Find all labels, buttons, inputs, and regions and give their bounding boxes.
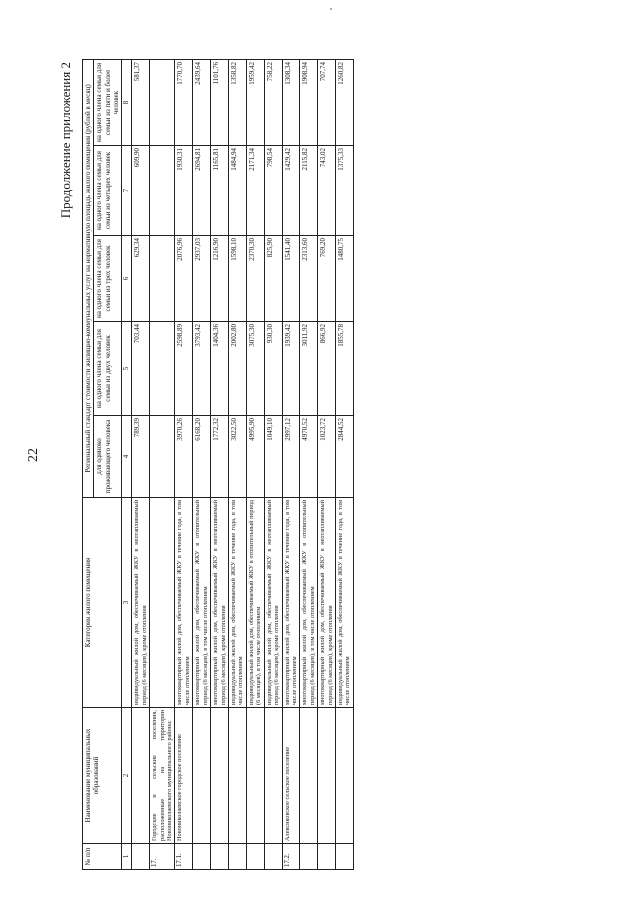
housing-category: многоквартирный жилой дом, обеспечиваемый ЖКУ в неотапливаемый период (6 месяцев), кроме отопления [318, 498, 336, 708]
table-row [150, 59, 175, 869]
tariff-value: 798,54 [264, 146, 282, 236]
tariff-value: 1772,32 [211, 416, 229, 498]
col-number: 2 [122, 708, 132, 844]
header-row-1 [83, 59, 94, 869]
tariff-value: 1939,42 [282, 322, 300, 416]
tariff-value: 1770,70 [175, 59, 193, 145]
scan-mark [330, 8, 332, 10]
tariff-value [150, 59, 175, 145]
tariff-value: 1260,82 [336, 59, 354, 145]
tariff-value: 1308,34 [282, 59, 300, 145]
tariff-value: 866,92 [318, 322, 336, 416]
housing-category [150, 498, 175, 708]
tariff-value: 1959,42 [246, 59, 264, 145]
table-row [132, 59, 150, 869]
tariff-value: 707,74 [318, 59, 336, 145]
municipality-name: Новониколаевское городское поселение [175, 708, 193, 844]
tariff-value: 1101,76 [211, 59, 229, 145]
appendix-title: Продолжение приложения 2 [58, 62, 73, 219]
row-number [193, 844, 211, 870]
tariff-value: 3011,92 [300, 322, 318, 416]
row-number: 17.2. [282, 844, 300, 870]
municipality-name [211, 708, 229, 844]
header-col-8: на одного члена семьи для семьи из пяти и более человек [94, 59, 122, 145]
table-row [175, 59, 193, 869]
table-row [228, 59, 246, 869]
housing-category: многоквартирный жилой дом, обеспечиваемый ЖКУ в отопительный период (6 месяцев), в том числе отоплением [300, 498, 318, 708]
row-number [228, 844, 246, 870]
tariff-value: 2439,64 [193, 59, 211, 145]
housing-category: индивидуальный жилой дом, обеспечиваемый ЖКУ в отопительный период (6 месяцев), в том числе отоплением [246, 498, 264, 708]
tariff-value: 2370,30 [246, 236, 264, 322]
row-number [336, 844, 354, 870]
column-numbers-row [122, 59, 132, 869]
col-number: 8 [122, 59, 132, 145]
tariff-value: 3793,42 [193, 322, 211, 416]
col-number: 7 [122, 146, 132, 236]
row-number [211, 844, 229, 870]
tariff-value: 1598,10 [228, 236, 246, 322]
tariff-value: 1049,10 [264, 416, 282, 498]
tariff-value: 2115,82 [300, 146, 318, 236]
tariff-value: 1023,72 [318, 416, 336, 498]
tariff-value: 609,90 [132, 146, 150, 236]
tariff-value: 2076,96 [175, 236, 193, 322]
page-number: 22 [26, 448, 41, 462]
tariff-value: 930,30 [264, 322, 282, 416]
tariff-value: 2313,60 [300, 236, 318, 322]
tariff-value: 1855,78 [336, 322, 354, 416]
tariff-value: 769,20 [318, 236, 336, 322]
municipality-name [300, 708, 318, 844]
tariff-value: 6168,20 [193, 416, 211, 498]
row-number [300, 844, 318, 870]
row-number [246, 844, 264, 870]
tariff-value: 3022,50 [228, 416, 246, 498]
table-row [193, 59, 211, 869]
municipality-name: Алексиковское сельское поселение [282, 708, 300, 844]
tariff-value: 1404,36 [211, 322, 229, 416]
row-number: 17.1. [175, 844, 193, 870]
row-number [132, 844, 150, 870]
tariff-value: 629,34 [132, 236, 150, 322]
tariff-value: 2937,03 [193, 236, 211, 322]
header-no: № п/п [83, 844, 122, 870]
tariff-value: 1930,31 [175, 146, 193, 236]
tariff-value: 3075,30 [246, 322, 264, 416]
header-col-7: на одного члена семьи для семьи из четырех человек [94, 146, 122, 236]
tariff-value: 2171,34 [246, 146, 264, 236]
tariff-value: 2694,81 [193, 146, 211, 236]
tariff-value: 1480,75 [336, 236, 354, 322]
municipality-name [193, 708, 211, 844]
header-col-5: на одного члена семьи для семьи из двух человек [94, 322, 122, 416]
col-number: 6 [122, 236, 132, 322]
housing-category: многоквартирный жилой дом, обеспечиваемый ЖКУ в течение года, в том числе отоплением [175, 498, 193, 708]
header-col-6: на одного члена семьи для семьи из трех человек [94, 236, 122, 322]
col-number: 1 [122, 844, 132, 870]
header-category: Категория жилого помещения [83, 498, 122, 708]
tariff-value: 1908,94 [300, 59, 318, 145]
tariff-value: 1484,94 [228, 146, 246, 236]
tariff-value: 2598,89 [175, 322, 193, 416]
tariff-value: 4970,52 [300, 416, 318, 498]
tariff-table [82, 59, 354, 870]
table-row [246, 59, 264, 869]
tariff-value [150, 236, 175, 322]
housing-category: индивидуальный жилой дом, обеспечиваемый ЖКУ в течение года, в том числе отоплением [228, 498, 246, 708]
tariff-value: 789,39 [132, 416, 150, 498]
housing-category: индивидуальный жилой дом, обеспечиваемый ЖКУ в течение года, в том числе отоплением [336, 498, 354, 708]
tariff-value [150, 146, 175, 236]
row-number: 17. [150, 844, 175, 870]
tariff-value: 1165,81 [211, 146, 229, 236]
housing-category: многоквартирный жилой дом, обеспечиваемый ЖКУ в течение года, в том числе отоплением [282, 498, 300, 708]
header-col-4: для одиноко проживающего человека [94, 416, 122, 498]
municipality-name [228, 708, 246, 844]
table-row [300, 59, 318, 869]
tariff-value: 3970,26 [175, 416, 193, 498]
rotated-page [58, 40, 638, 880]
header-municipality: Наименование муниципальных образований [83, 708, 122, 844]
table-row [264, 59, 282, 869]
municipality-name [336, 708, 354, 844]
tariff-value: 4995,90 [246, 416, 264, 498]
col-number: 5 [122, 322, 132, 416]
tariff-value: 2997,12 [282, 416, 300, 498]
tariff-value: 1429,42 [282, 146, 300, 236]
tariff-value: 825,90 [264, 236, 282, 322]
table-row [211, 59, 229, 869]
municipality-name [132, 708, 150, 844]
table-row [282, 59, 300, 869]
tariff-value: 703,44 [132, 322, 150, 416]
table-row [336, 59, 354, 869]
tariff-value: 581,37 [132, 59, 150, 145]
tariff-value [150, 416, 175, 498]
tariff-value: 758,22 [264, 59, 282, 145]
municipality-name: Городские и сельские поселения, расположенные на территории Новониколаевского муниципального района: [150, 708, 175, 844]
col-number: 3 [122, 498, 132, 708]
housing-category: многоквартирный жилой дом, обеспечиваемый ЖКУ в отопительный период (6 месяцев), в том числе отоплением [193, 498, 211, 708]
municipality-name [246, 708, 264, 844]
housing-category: многоквартирный жилой дом, обеспечиваемый ЖКУ в неотапливаемый период (6 месяцев), кроме отопления [211, 498, 229, 708]
col-number: 4 [122, 416, 132, 498]
municipality-name [264, 708, 282, 844]
row-number [318, 844, 336, 870]
tariff-value: 1375,33 [336, 146, 354, 236]
housing-category: индивидуальный жилой дом, обеспечиваемый ЖКУ в неотапливаемый период (6 месяцев), кроме отопления [264, 498, 282, 708]
tariff-value: 2844,52 [336, 416, 354, 498]
tariff-value [150, 322, 175, 416]
tariff-value: 1216,90 [211, 236, 229, 322]
tariff-value: 1541,40 [282, 236, 300, 322]
tariff-value: 2002,80 [228, 322, 246, 416]
tariff-value: 1358,82 [228, 59, 246, 145]
housing-category: индивидуальный жилой дом, обеспечиваемый ЖКУ в неотапливаемый период (6 месяцев), кроме отопления [132, 498, 150, 708]
header-standard: Региональный стандарт стоимости жилищно-коммунальных услуг на нормативную площадь жилого помещения (рублей в месяц) [83, 59, 94, 497]
row-number [264, 844, 282, 870]
tariff-value: 743,02 [318, 146, 336, 236]
table-row [318, 59, 336, 869]
municipality-name [318, 708, 336, 844]
